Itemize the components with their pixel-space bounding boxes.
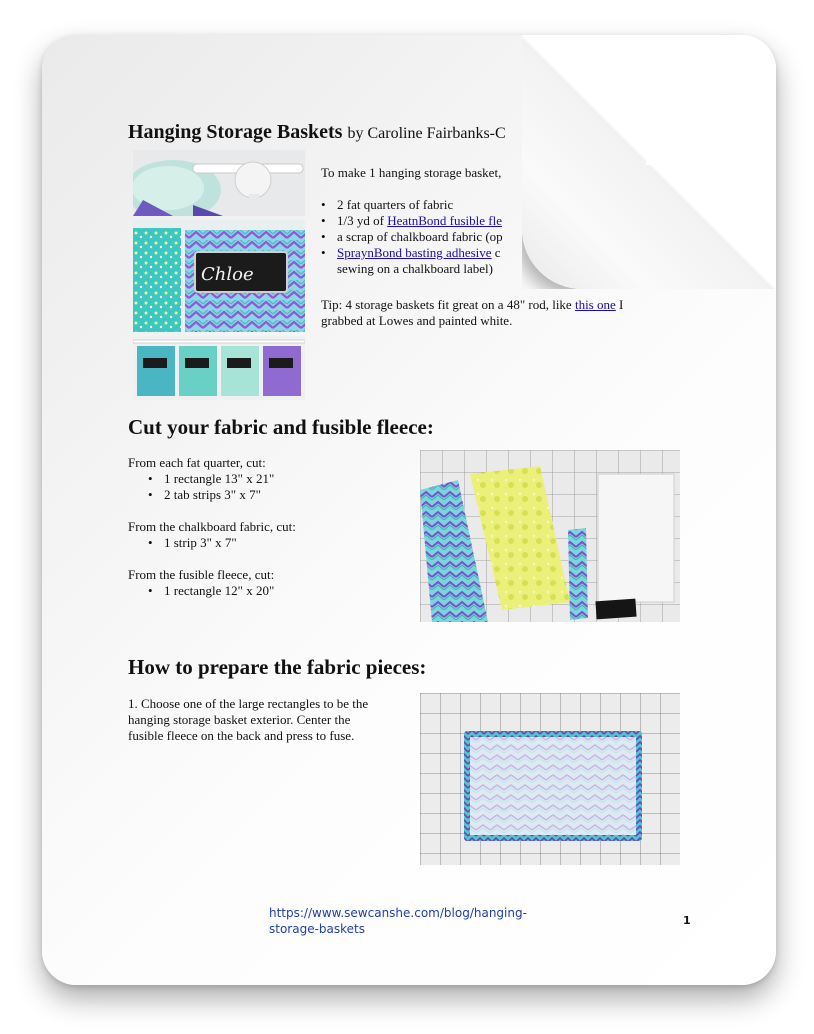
photo-cut-pieces	[420, 450, 680, 622]
material-item: • 1/3 yd of HeatnBond fusible fle	[321, 213, 621, 229]
footer-url[interactable]: https://www.sewcanshe.com/blog/hanging- storage-baskets	[269, 906, 527, 936]
page-content	[42, 35, 776, 985]
cut-list	[148, 535, 408, 551]
cut-item: • 1 rectangle 12" x 20"	[148, 583, 408, 599]
title-main: Hanging Storage Baskets	[128, 121, 343, 143]
spraynbond-link[interactable]: SpraynBond basting adhesive	[337, 245, 492, 260]
cut-list	[148, 583, 408, 599]
cut-group-label: From the fusible fleece, cut:	[128, 567, 275, 582]
material-item: • a scrap of chalkboard fabric (op	[321, 229, 621, 245]
tip-paragraph: Tip: 4 storage baskets fit great on a 48" rod, like this one I grabbed at Lowes and painted white.	[321, 297, 624, 328]
page-curl	[522, 35, 776, 289]
cut-item: • 1 strip 3" x 7"	[148, 535, 408, 551]
cut-instructions	[128, 455, 408, 599]
title-byline: by Caroline Fairbanks-C	[347, 125, 506, 142]
heatnbond-link[interactable]: HeatnBond fusible fle	[387, 213, 503, 228]
document-page	[42, 35, 776, 985]
page-curl-cutout	[646, 35, 776, 165]
heading-prepare-fabric: How to prepare the fabric pieces:	[128, 655, 427, 679]
cut-item: • 2 tab strips 3" x 7"	[148, 487, 408, 503]
photo-fleece-fused	[420, 693, 680, 865]
cut-group-label: From each fat quarter, cut:	[128, 455, 266, 470]
heading-cut-fabric: Cut your fabric and fusible fleece:	[128, 415, 434, 439]
material-item: • 2 fat quarters of fabric	[321, 197, 621, 213]
cut-item: • 1 rectangle 13" x 21"	[148, 471, 408, 487]
this-one-link[interactable]: this one	[574, 297, 616, 312]
cut-list	[148, 471, 408, 503]
photo-basket-closeup	[133, 150, 305, 216]
page-number: 1	[683, 914, 691, 927]
chalkboard-label-text: Chloe	[201, 264, 254, 285]
intro-lead: To make 1 hanging storage basket,	[321, 165, 502, 180]
material-item: • SpraynBond basting adhesive c sewing on a chalkboard label)	[321, 245, 621, 277]
cut-group-label: From the chalkboard fabric, cut:	[128, 519, 296, 534]
document-title	[128, 121, 506, 144]
step-1-text: 1. Choose one of the large rectangles to be the hanging storage basket exterior. Center the fusible fleece on the back and press to fuse.	[128, 696, 369, 743]
photo-four-baskets	[133, 336, 305, 400]
photo-basket-chalkboard-label	[133, 220, 305, 332]
